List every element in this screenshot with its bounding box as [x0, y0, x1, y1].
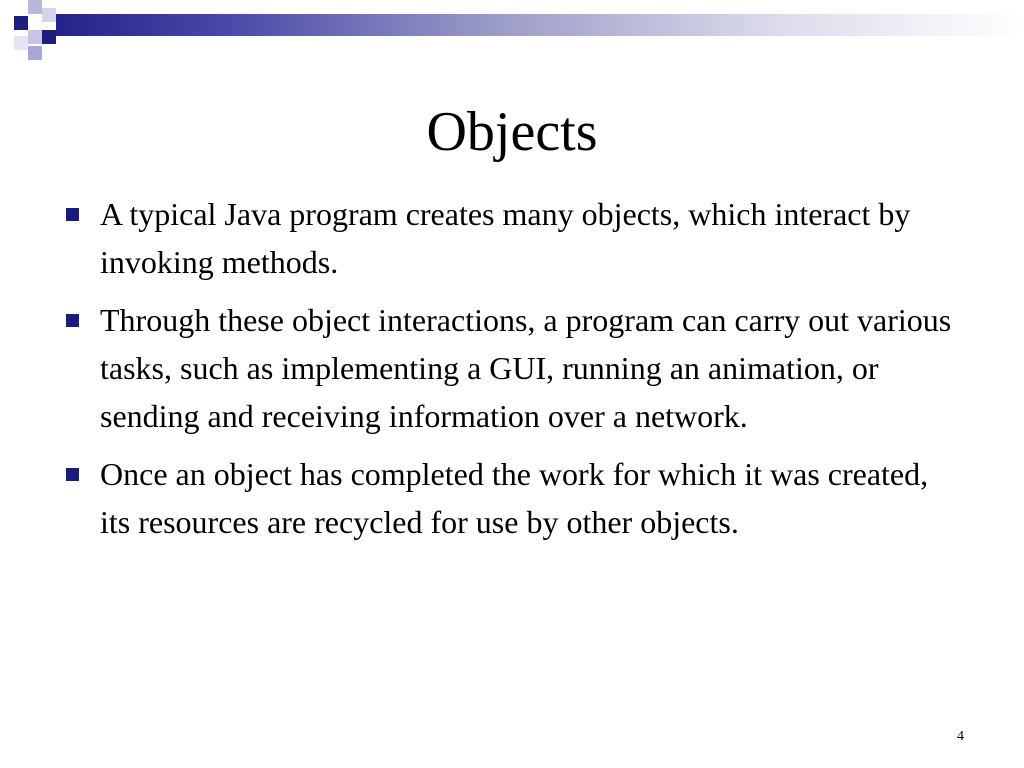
bullet-item: [60, 296, 960, 440]
decorative-square: [14, 36, 28, 50]
header-gradient-band: [56, 14, 1024, 36]
page-number: 4: [957, 729, 964, 744]
decorative-square: [28, 30, 42, 44]
decorative-square: [42, 8, 56, 22]
slide-title: Objects: [426, 101, 598, 163]
square-bullet-icon: [66, 314, 79, 327]
decorative-square: [28, 0, 42, 14]
square-bullet-icon: [66, 468, 79, 481]
bullet-text: Once an object has completed the work for which it was created, its resources are recycled for use by other objects.: [100, 456, 929, 540]
decorative-square: [14, 16, 28, 30]
bullet-text: A typical Java program creates many objects, which interact by invoking methods.: [100, 196, 911, 280]
bullet-list: [60, 190, 960, 556]
bullet-text: Through these object interactions, a program can carry out various tasks, such as implementing a GUI, running an animation, or sending and receiving information over a network.: [100, 302, 952, 434]
decorative-square: [28, 46, 42, 60]
bullet-item: [60, 450, 960, 546]
square-bullet-icon: [66, 208, 79, 221]
decorative-square: [42, 30, 56, 44]
bullet-item: [60, 190, 960, 286]
